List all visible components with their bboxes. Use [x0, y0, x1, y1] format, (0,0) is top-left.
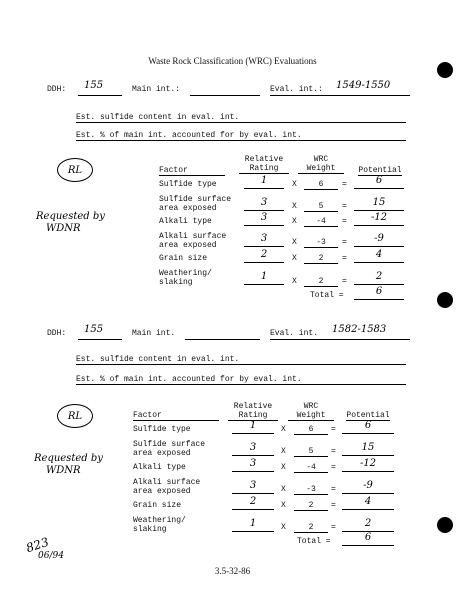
factor-name-line-1: Weathering/: [159, 269, 212, 278]
factor-name-line-1: Weathering/: [133, 516, 186, 525]
main-int-label: Main int.:: [132, 85, 181, 94]
header-wrc: WRC: [313, 155, 329, 164]
potential-value: -12: [359, 458, 377, 469]
rating-value: 1: [260, 175, 268, 186]
potential-value: 4: [364, 496, 372, 507]
factor-name: Alkali type: [159, 217, 212, 226]
factor-name: [133, 516, 186, 534]
relative-rating-header: [239, 155, 289, 174]
total-value: 6: [375, 286, 383, 297]
multiply-sign: X: [281, 485, 286, 494]
page-number: 3.5-32-86: [214, 566, 251, 576]
factor-header: [133, 411, 162, 420]
margin-note: [34, 454, 103, 475]
margin-note-date: 06/94: [38, 551, 64, 561]
wrc-weight-header: [298, 155, 344, 174]
margin-note-number: 823: [24, 534, 51, 556]
multiply-sign: X: [292, 217, 297, 226]
factor-name: Sulfide type: [159, 180, 217, 189]
ddh-value: 155: [84, 324, 104, 335]
rating-value: 1: [249, 518, 257, 529]
header-rating: Rating: [228, 411, 278, 421]
weight-value: 2: [308, 501, 314, 510]
factor-name-line-1: Sulfide surface: [159, 195, 232, 204]
factor-name: [159, 195, 231, 213]
punch-hole: [437, 292, 453, 308]
rating-value: 3: [260, 197, 268, 208]
est-sulfide-label: Est. sulfide content in eval. int.: [76, 355, 240, 364]
weight-value: -3: [306, 485, 316, 494]
relative-rating-header: [228, 402, 278, 421]
weight-value: -3: [316, 238, 326, 247]
potential-value: 4: [375, 249, 383, 260]
factor-name-line-2: area exposed: [159, 204, 217, 213]
eval-int-label: Eval. int.:: [270, 85, 323, 94]
equals-sign: =: [331, 485, 336, 494]
margin-note-line-2: WDNR: [46, 223, 81, 234]
total-value: 6: [364, 532, 372, 543]
weight-value: 6: [308, 425, 314, 434]
weight-value: 2: [318, 277, 324, 286]
factor-name-line-1: Alkali surface: [159, 232, 227, 241]
ddh-label: DDH:: [47, 329, 67, 338]
header-factor: Factor: [159, 166, 188, 175]
equals-sign: =: [331, 425, 336, 434]
reviewer-initials-circle: [57, 404, 93, 428]
header-weight: Weight: [298, 164, 344, 174]
margin-note-line-1: Requested by: [34, 453, 103, 464]
weight-value: 6: [318, 180, 324, 189]
rating-value: 1: [260, 271, 268, 282]
potential-value: 6: [375, 175, 383, 186]
factor-name: [159, 232, 226, 250]
factor-name-line-1: Alkali surface: [133, 478, 201, 487]
potential-value: -9: [363, 480, 373, 491]
equals-sign: =: [331, 447, 336, 456]
equals-sign: =: [342, 180, 347, 189]
reviewer-initials-circle: [57, 158, 93, 182]
equals-sign: =: [331, 523, 336, 532]
equals-sign: =: [342, 217, 347, 226]
potential-value: 2: [364, 518, 372, 529]
eval-int-value: 1582-1583: [332, 324, 387, 335]
multiply-sign: X: [281, 425, 286, 434]
header-relative: Relative: [233, 402, 273, 411]
rating-value: 2: [249, 496, 257, 507]
ddh-label: DDH:: [47, 85, 67, 94]
margin-note-line-1: Requested by: [36, 211, 105, 222]
eval-int-value: 1549-1550: [336, 80, 391, 91]
rating-value: 3: [260, 212, 268, 223]
rating-value: 3: [260, 233, 268, 244]
total-label: Total =: [310, 291, 344, 300]
page-title: Waste Rock Classification (WRC) Evaluations: [148, 56, 317, 66]
header-factor: Factor: [133, 411, 162, 420]
est-pct-label: Est. % of main int. accounted for by eval. int.: [76, 375, 302, 384]
reviewer-initials: RL: [67, 410, 83, 422]
equals-sign: =: [331, 501, 336, 510]
header-potential: Potential: [358, 166, 402, 175]
potential-value: -12: [370, 212, 388, 223]
header-rating: Rating: [239, 164, 289, 174]
multiply-sign: X: [292, 180, 297, 189]
factor-name: [159, 269, 212, 287]
rating-value: 2: [260, 249, 268, 260]
margin-note-line-2: WDNR: [46, 465, 81, 476]
potential-value: 6: [364, 420, 372, 431]
weight-value: -4: [306, 463, 316, 472]
weight-value: 2: [308, 523, 314, 532]
potential-value: 2: [375, 271, 383, 282]
ddh-value: 155: [84, 80, 104, 91]
reviewer-initials: RL: [67, 164, 83, 176]
weight-value: 5: [318, 202, 324, 211]
factor-name: Grain size: [133, 501, 182, 510]
header-potential: Potential: [346, 411, 390, 420]
factor-name: Grain size: [159, 254, 208, 263]
multiply-sign: X: [281, 501, 286, 510]
factor-name-line-2: area exposed: [133, 449, 191, 458]
equals-sign: =: [342, 277, 347, 286]
header-weight: Weight: [288, 411, 334, 421]
est-sulfide-label: Est. sulfide content in eval. int.: [76, 113, 240, 122]
punch-hole: [437, 517, 453, 533]
equals-sign: =: [342, 238, 347, 247]
multiply-sign: X: [292, 254, 297, 263]
rating-value: 1: [249, 420, 257, 431]
weight-value: -4: [316, 217, 326, 226]
total-label: Total =: [297, 537, 331, 546]
main-int-label: Main int.: [132, 329, 176, 338]
eval-int-label: Eval. int.: [270, 329, 319, 338]
factor-name-line-1: Sulfide surface: [133, 440, 206, 449]
potential-header: [340, 411, 396, 420]
factor-name-line-2: area exposed: [133, 487, 191, 496]
rating-value: 3: [249, 458, 257, 469]
header-wrc: WRC: [303, 402, 319, 411]
multiply-sign: X: [292, 202, 297, 211]
header-relative: Relative: [244, 155, 284, 164]
potential-value: 15: [372, 197, 386, 208]
multiply-sign: X: [292, 238, 297, 247]
factor-name: [133, 478, 200, 496]
equals-sign: =: [331, 463, 336, 472]
factor-name-line-2: slaking: [159, 278, 193, 287]
multiply-sign: X: [281, 463, 286, 472]
potential-value: 15: [361, 442, 375, 453]
equals-sign: =: [342, 202, 347, 211]
equals-sign: =: [342, 254, 347, 263]
factor-name: Alkali type: [133, 463, 186, 472]
potential-value: -9: [374, 233, 384, 244]
wrc-weight-header: [288, 402, 334, 421]
potential-header: [352, 166, 408, 175]
margin-note: [36, 212, 105, 233]
weight-value: 2: [318, 254, 324, 263]
factor-header: [159, 166, 188, 175]
weight-value: 5: [308, 447, 314, 456]
factor-name-line-2: area exposed: [159, 241, 217, 250]
factor-name: [133, 440, 205, 458]
rating-value: 3: [249, 442, 257, 453]
rating-value: 3: [249, 480, 257, 491]
multiply-sign: X: [292, 277, 297, 286]
multiply-sign: X: [281, 523, 286, 532]
factor-name-line-2: slaking: [133, 525, 167, 534]
factor-name: Sulfide type: [133, 425, 191, 434]
est-pct-label: Est. % of main int. accounted for by eval. int.: [76, 131, 302, 140]
multiply-sign: X: [281, 447, 286, 456]
